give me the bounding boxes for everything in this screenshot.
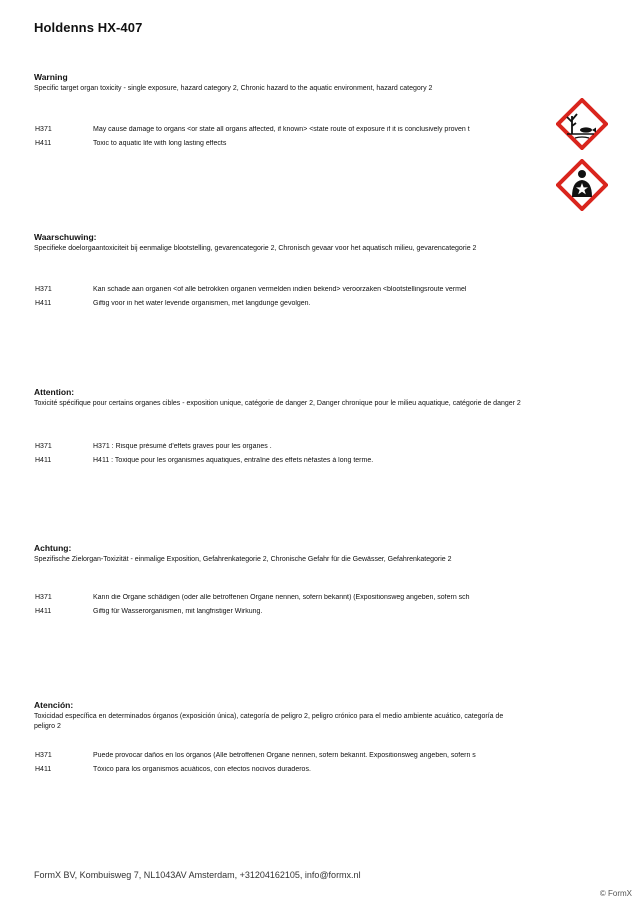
- hazard-classification: Toxicité spécifique pour certains organes cibles - exposition unique, catégorie de danger 2, Danger chronique pour le milieu aquatique, catégorie de danger 2: [34, 400, 521, 407]
- hazard-text: Toxic to aquatic life with long lasting effects: [93, 139, 227, 147]
- hazard-text: Giftig für Wasserorganismen, mit langfristiger Wirkung.: [93, 607, 263, 615]
- health-hazard-icon: [556, 159, 608, 211]
- hazard-code: H411: [35, 765, 52, 773]
- section-english: [34, 72, 544, 147]
- copyright-notice: © FormX: [599, 889, 632, 898]
- hazard-code: H371: [35, 752, 52, 759]
- hazard-text: May cause damage to organs <or state all organs affected, if known> <state route of exposure if it is conclusively proven t: [93, 126, 470, 133]
- hazard-code: H371: [35, 286, 52, 293]
- hazard-code: H371: [35, 443, 52, 450]
- section-french: [34, 387, 544, 464]
- signal-word: Achtung:: [34, 543, 72, 553]
- hazard-code: H371: [35, 594, 52, 601]
- hazard-classification: Specific target organ toxicity - single exposure, hazard category 2, Chronic hazard to the aquatic environment, hazard category 2: [34, 85, 433, 92]
- hazard-text: Tóxico para los organismos acuáticos, con efectos nocivos duraderos.: [93, 765, 311, 773]
- signal-word: Warning: [34, 72, 68, 82]
- document-title: Holdenns HX-407: [34, 20, 143, 35]
- hazard-code: H411: [35, 299, 52, 307]
- hazard-classification: Specifieke doelorgaantoxiciteit bij eenmalige blootstelling, gevarencategorie 2, Chronisch gevaar voor het aquatisch milieu, gevarencategorie 2: [34, 245, 477, 252]
- section-german: [34, 543, 544, 615]
- section-spanish: [34, 700, 544, 773]
- signal-word: Atención:: [34, 700, 74, 710]
- hazard-text: Giftig voor in het water levende organismen, met langdurige gevolgen.: [93, 299, 311, 307]
- hazard-text: Kann die Organe schädigen (oder alle betroffenen Organe nennen, sofern bekannt) (Expositionsweg angeben, sofern sch: [93, 594, 470, 601]
- signal-word: Attention:: [34, 387, 75, 397]
- signal-word: Waarschuwing:: [34, 232, 97, 242]
- section-dutch: [34, 232, 544, 307]
- hazard-code: H411: [35, 456, 52, 464]
- hazard-classification: Spezifische Zielorgan-Toxizität - einmalige Exposition, Gefahrenkategorie 2, Chronische Gefahr für die Gewässer, Gefahrenkategorie 2: [34, 556, 452, 563]
- hazard-code: H411: [35, 607, 52, 615]
- page-footer: FormX BV, Kombuisweg 7, NL1043AV Amsterdam, +31204162105, info@formx.nl: [34, 870, 361, 880]
- ghs-pictograms: [556, 98, 608, 220]
- hazard-code: H411: [35, 139, 52, 147]
- hazard-text: H371 : Risque présumé d'effets graves pour les organes .: [93, 443, 272, 450]
- hazard-text: Puede provocar daños en los órganos (Alle betroffenen Organe nennen, sofern bekannt. Expositionsweg angeben, sofern s: [93, 752, 476, 759]
- hazard-text: Kan schade aan organen <of alle betrokken organen vermelden indien bekend> veroorzaken <blootstellingsroute vermel: [93, 286, 467, 293]
- environment-hazard-icon: [556, 98, 608, 150]
- hazard-code: H371: [35, 126, 52, 133]
- hazard-text: H411 : Toxique pour les organismes aquatiques, entraîne des effets néfastes à long terme.: [93, 456, 374, 464]
- hazard-classification: Toxicidad específica en determinados órganos (exposición única), categoría de peligro 2, peligro crónico para el medio ambiente acuático, categoría de peligro 2: [34, 713, 504, 730]
